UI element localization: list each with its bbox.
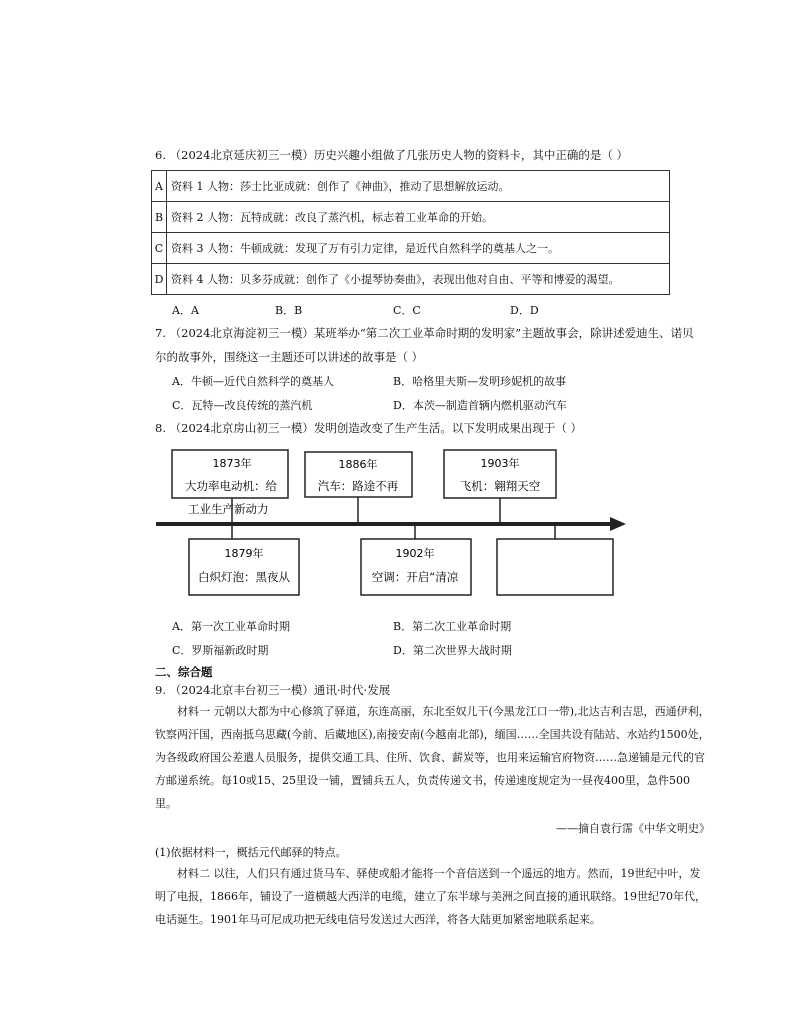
row-letter: D: [152, 264, 167, 295]
timeline-box-1902: [361, 539, 471, 595]
row-letter: B: [152, 202, 167, 233]
section-heading: 二、综合题: [155, 665, 213, 679]
question-7-stem-line1: 7. （2024北京海淀初三一模）某班举办“第二次工业革命时期的发明家”主题故事会，除讲述爱迪生、诺贝: [155, 326, 694, 340]
material-1-source: ——摘自袁行霈《中华文明史》: [556, 822, 710, 835]
row-text: 资料 1 人物：莎士比亚成就：创作了《神曲》，推动了思想解放运动。: [167, 171, 670, 202]
option-c[interactable]: C．C: [393, 304, 421, 317]
question-8-stem: 8. （2024北京房山初三一模）发明创造改变了生产生活。以下发明成果出现于（ ）: [155, 421, 583, 435]
option-b[interactable]: B．第二次工业革命时期: [393, 620, 512, 633]
timeline-year: 1903年: [480, 457, 520, 470]
material-2: 材料二 以往，人们只有通过货马车、驿使或船才能将一个音信送到一个遥远的地方。然而，19世纪中叶，发明了电报，1866年，铺设了一道横越大西洋的电缆，建立了东半球与美洲之间直接的通讯联络。19世纪70年代，电话诞生。1901年马可尼成功把无线电信号发送过大西洋，将各大陆更加紧密地联系起来。: [155, 867, 706, 926]
timeline-year: 1873年: [212, 457, 252, 470]
option-d[interactable]: D．D: [510, 304, 539, 317]
timeline-text: 白炽灯泡：黑夜从: [198, 570, 290, 584]
timeline-year: 1886年: [338, 458, 378, 471]
row-letter: C: [152, 233, 167, 264]
timeline-box-1886: [305, 452, 412, 497]
timeline-year: 1879年: [224, 547, 264, 560]
timeline-overflow-text: 工业生产新动力: [188, 502, 269, 516]
timeline-text: 大功率电动机：给: [185, 479, 277, 493]
timeline-box-1873: [172, 450, 288, 498]
row-text: 资料 3 人物：牛顿成就：发现了万有引力定律，是近代自然科学的奠基人之一。: [167, 233, 670, 264]
option-d[interactable]: D．本茨—制造首辆内燃机驱动汽车: [393, 399, 567, 412]
material-1: 材料一 元朝以大都为中心修筑了驿道，东连高丽，东北至奴儿干(今黑龙江口一带),北达吉利吉思，西通伊利，钦察两汗国，西南抵乌思藏(今前、后藏地区),南接安南(今越南北部)，缅国……全国共设有陆站、水站约1500处，为各级政府国公差遣人员服务，提供交通工具、住所、饮食、薪炭等，也用来运输官府物资……急递铺是元代的官方邮递系统。每10或15、25里设一铺，置铺兵五人，负责传递文书，传递速度规定为一昼夜400里，急件500里。: [155, 705, 710, 810]
timeline-year: 1902年: [395, 547, 435, 560]
timeline-text: 汽车：路途不再: [317, 479, 399, 493]
option-a[interactable]: A．牛顿—近代自然科学的奠基人: [172, 375, 334, 388]
question-7-stem-line2: 尔的故事外，围绕这一主题还可以讲述的故事是（ ）: [155, 350, 424, 364]
option-c[interactable]: C．罗斯福新政时期: [172, 644, 269, 657]
row-letter: A: [152, 171, 167, 202]
timeline-box-blank: [497, 539, 613, 595]
option-a[interactable]: A．A: [172, 304, 199, 317]
question-6-stem: 6. （2024北京延庆初三一模）历史兴趣小组做了几张历史人物的资料卡，其中正确的是（ ）: [155, 148, 629, 162]
option-b[interactable]: B．B: [275, 304, 303, 317]
option-d[interactable]: D．第二次世界大战时期: [393, 644, 512, 657]
timeline-box-1903: [444, 450, 556, 498]
timeline-box-1879: [189, 539, 299, 595]
option-b[interactable]: B．哈格里夫斯—发明珍妮机的故事: [393, 375, 567, 388]
question-9-stem: 9. （2024北京丰台初三一模）通讯·时代·发展: [155, 683, 391, 697]
row-text: 资料 4 人物：贝多芬成就：创作了《小提琴协奏曲》，表现出他对自由、平等和博爱的渴望。: [167, 264, 670, 295]
timeline-arrow-head: [610, 517, 626, 531]
sub-question-1: (1)依据材料一，概括元代邮驿的特点。: [155, 846, 347, 859]
timeline-text: 飞机：翱翔天空: [459, 479, 541, 493]
timeline-text: 空调：开启“清凉: [371, 570, 459, 584]
option-a[interactable]: A．第一次工业革命时期: [172, 620, 290, 633]
row-text: 资料 2 人物：瓦特成就：改良了蒸汽机，标志着工业革命的开始。: [167, 202, 670, 233]
option-c[interactable]: C．瓦特—改良传统的蒸汽机: [172, 399, 313, 412]
